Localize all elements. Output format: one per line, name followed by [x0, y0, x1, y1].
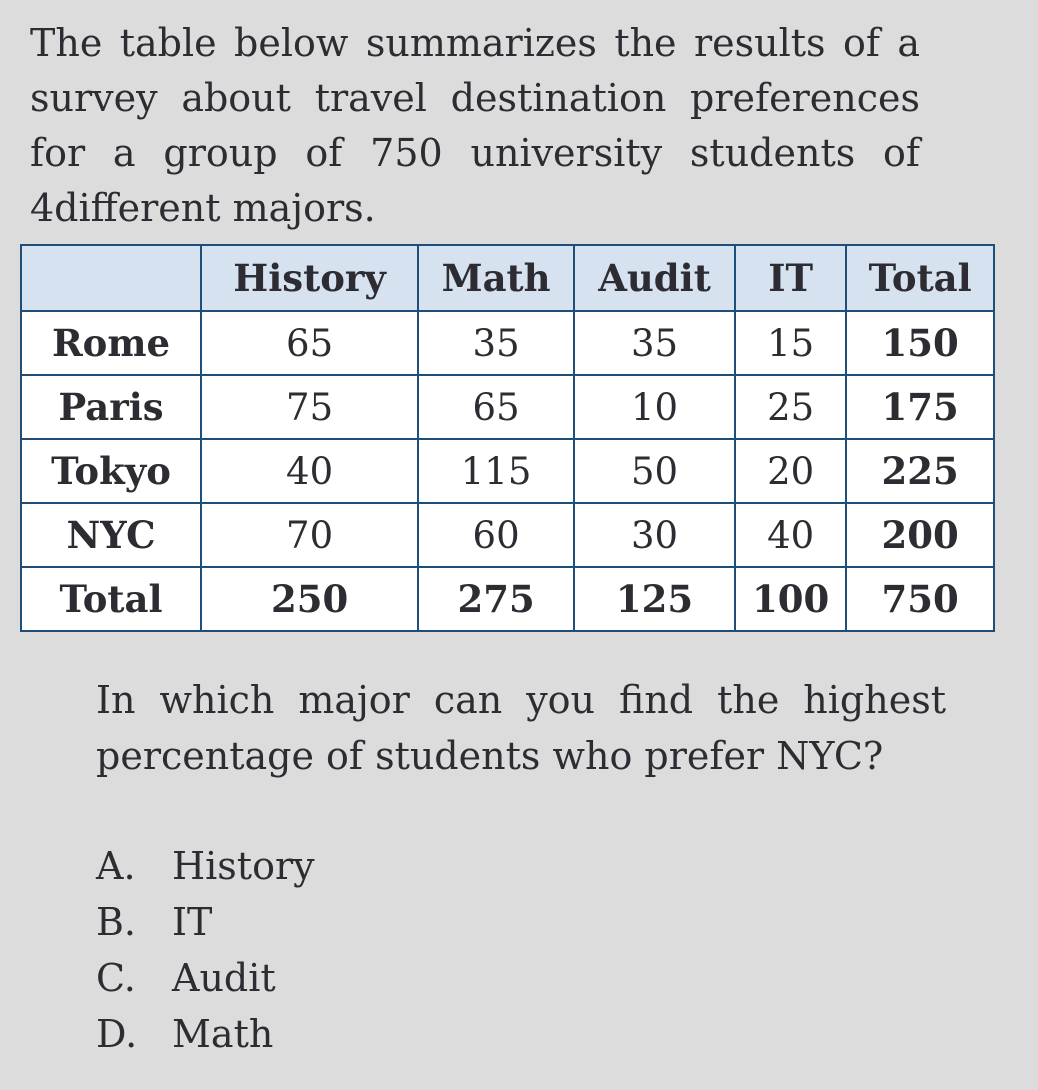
table-cell: 40: [201, 439, 418, 503]
answer-options: [96, 838, 315, 1062]
header-history: History: [201, 245, 418, 311]
table-row-tokyo: [21, 439, 994, 503]
option-text: History: [172, 844, 315, 888]
table-cell: 15: [735, 311, 846, 375]
table-cell: 115: [418, 439, 574, 503]
header-total: Total: [846, 245, 994, 311]
table-row-nyc: [21, 503, 994, 567]
table-cell-total: 200: [846, 503, 994, 567]
question-text: In which major can you find the highest percentage of students who prefer NYC?: [96, 678, 946, 778]
table-cell: 20: [735, 439, 846, 503]
option-letter: A.: [96, 844, 136, 888]
table-cell-total: 750: [846, 567, 994, 631]
table-cell: 75: [201, 375, 418, 439]
table-cell-total: 150: [846, 311, 994, 375]
option-c[interactable]: [96, 950, 315, 1006]
table-header-row: [21, 245, 994, 311]
option-d[interactable]: [96, 1006, 315, 1062]
header-audit: Audit: [574, 245, 735, 311]
table-cell: 30: [574, 503, 735, 567]
option-letter: C.: [96, 956, 136, 1000]
option-b[interactable]: [96, 894, 315, 950]
table-row-rome: [21, 311, 994, 375]
table-cell-total: 225: [846, 439, 994, 503]
table-cell: 25: [735, 375, 846, 439]
table-cell-total: 175: [846, 375, 994, 439]
header-math: Math: [418, 245, 574, 311]
row-label: Total: [21, 567, 201, 631]
table-cell: 65: [418, 375, 574, 439]
row-label: Paris: [21, 375, 201, 439]
header-it: IT: [735, 245, 846, 311]
option-a[interactable]: [96, 838, 315, 894]
row-label: NYC: [21, 503, 201, 567]
row-label: Tokyo: [21, 439, 201, 503]
option-letter: B.: [96, 900, 137, 944]
table-row-total: [21, 567, 994, 631]
table-cell: 250: [201, 567, 418, 631]
survey-results-table: [20, 244, 995, 632]
table-row-paris: [21, 375, 994, 439]
table-cell: 40: [735, 503, 846, 567]
option-text: IT: [172, 900, 213, 944]
option-text: Math: [172, 1012, 274, 1056]
table-cell: 100: [735, 567, 846, 631]
table-cell: 70: [201, 503, 418, 567]
table-cell: 60: [418, 503, 574, 567]
option-letter: D.: [96, 1012, 138, 1056]
table-cell: 65: [201, 311, 418, 375]
header-corner: [21, 245, 201, 311]
table-cell: 35: [418, 311, 574, 375]
table-cell: 50: [574, 439, 735, 503]
table-cell: 10: [574, 375, 735, 439]
table-cell: 275: [418, 567, 574, 631]
row-label: Rome: [21, 311, 201, 375]
table-cell: 35: [574, 311, 735, 375]
table-cell: 125: [574, 567, 735, 631]
intro-text: The table below summarizes the results of a survey about travel destination preferences for a group of 750 university students of 4different majors.: [30, 21, 920, 230]
option-text: Audit: [172, 956, 276, 1000]
